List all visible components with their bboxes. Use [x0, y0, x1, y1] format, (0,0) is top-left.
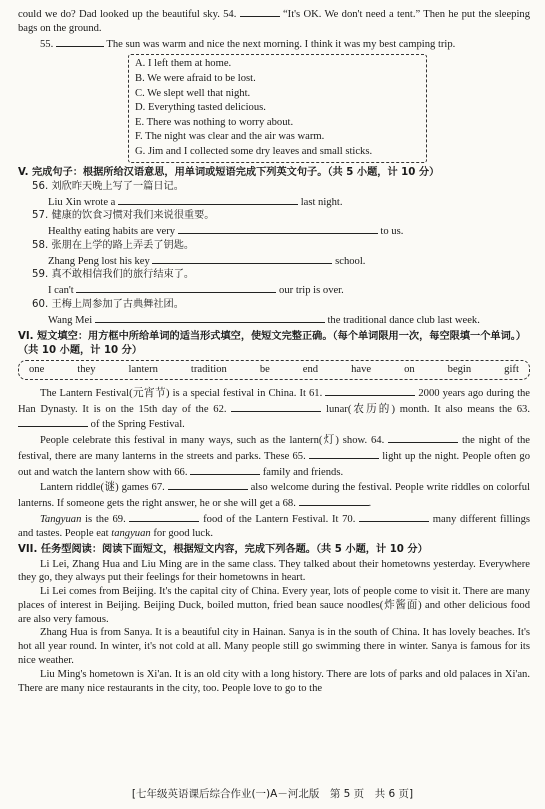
- answer-blank-60[interactable]: [95, 312, 325, 323]
- cloze-paragraph-3: Lantern riddle(谜) games 67. also welcome during the festival. People write riddles on colorful lanterns. If someone gets the right answer, he or she will get a 68. .: [18, 479, 530, 511]
- answer-blank-65[interactable]: [309, 448, 379, 459]
- section-7-title: VII. 任务型阅读：阅读下面短文，根据短文内容，完成下列各题。（共 5 小题，计 10 分）: [18, 544, 428, 556]
- word-bank-item: have: [351, 363, 372, 375]
- word-bank-item: one: [29, 363, 45, 375]
- reading-paragraph-3: Zhang Hua is from Sanya. It is a beautiful city in Hainan. Sanya is in the south of China. It has lovely beaches. It's hot all year round. In winter, it's not cold at all. Many people still go swimming there in winter. Sanya is famous for its nice weather.: [18, 627, 530, 666]
- word-bank-item: end: [302, 363, 319, 375]
- answer-blank-70[interactable]: [359, 511, 429, 522]
- word-bank-item: begin: [447, 363, 472, 375]
- cloze-paragraph-4: Tangyuan is the 69. food of the Lantern Festival. It 70. many different fillings and tastes. People eat tangyuan for good luck.: [18, 511, 530, 541]
- reading-paragraph-2: Li Lei comes from Beijing. It's the capital city of China. Every year, lots of people come to visit it. There are many places of interest in Beijing. Beijing Duck, boiled mutton, fried bean sauce noodles(炸酱面) and other delicious food are also very famous.: [18, 586, 530, 625]
- reading-paragraph-1: Li Lei, Zhang Hua and Liu Ming are in the same class. They talked about their hometowns yesterday. Everywhere they go, they always put their feelings for their hometowns in heart.: [18, 558, 530, 584]
- passage-q55: 55. The sun was warm and nice the next morning. I think it was my best camping trip.: [18, 36, 530, 52]
- passage-q54: could we do? Dad looked up the beautiful sky. 54. “It's OK. We don't need a tent.” Then he put the sleeping bags on the ground.: [18, 6, 530, 36]
- section-6-title: VI. 短文填空：用方框中所给单词的适当形式填空，使短文完整正确。（每个单词限用一次，每空限填一个单词。）（共 10 小题，计 10 分）: [18, 331, 527, 356]
- option-e: E. There was nothing to worry about.: [135, 116, 294, 128]
- q56-chinese: 56. 刘欣昨天晚上写了一篇日记。: [32, 180, 184, 192]
- word-bank-item: lantern: [128, 363, 158, 375]
- cloze-paragraph-1: The Lantern Festival(元宵节) is a special festival in China. It 61. 2000 years ago during the Han Dynasty. It is on the 15th day of the 62. lunar(农历的) month. It also means the 63. of the Spring Festival.: [18, 385, 530, 432]
- q60-chinese: 60. 王梅上周参加了古典舞社团。: [32, 298, 184, 310]
- page-footer: [七年级英语课后综合作业(一)A－河北版 第 5 页 共 6 页]: [131, 788, 414, 800]
- answer-blank-62[interactable]: [231, 401, 321, 412]
- answer-blank-66[interactable]: [190, 464, 260, 475]
- word-bank-item: be: [259, 363, 270, 375]
- answer-blank-55[interactable]: [56, 36, 104, 47]
- section-5-title: V. 完成句子：根据所给汉语意思，用单词或短语完成下列英文句子。（共 5 小题，计 10 分）: [18, 166, 440, 178]
- answer-blank-64[interactable]: [388, 432, 458, 443]
- answer-blank-67[interactable]: [168, 479, 248, 490]
- q59-chinese: 59. 真不敢相信我们的旅行结束了。: [32, 269, 195, 281]
- answer-blank-54[interactable]: [240, 6, 280, 17]
- word-bank-box: [18, 360, 530, 380]
- q56-sentence: Liu Xin wrote a last night.: [48, 194, 530, 210]
- cloze-paragraph-2: People celebrate this festival in many ways, such as the lantern(灯) show. 64. the night of the festival, there are many lanterns in the streets and parks. These 65. light up the night. People often go out and watch the lantern show with 66. family and friends.: [18, 432, 530, 479]
- options-box: [128, 54, 427, 162]
- q58-chinese: 58. 张朋在上学的路上弄丢了钥匙。: [32, 239, 195, 251]
- option-f: F. The night was clear and the air was warm.: [135, 131, 325, 143]
- exam-page: [18, 6, 530, 695]
- option-c: C. We slept well that night.: [135, 87, 251, 99]
- q59-sentence: I can't our trip is over.: [48, 282, 530, 298]
- word-bank-item: on: [404, 363, 415, 375]
- answer-blank-56[interactable]: [118, 194, 298, 205]
- option-g: G. Jim and I collected some dry leaves and small sticks.: [135, 145, 373, 157]
- q57-chinese: 57. 健康的饮食习惯对我们来说很重要。: [32, 210, 215, 222]
- word-bank-item: tradition: [190, 363, 227, 375]
- answer-blank-59[interactable]: [76, 282, 276, 293]
- option-b: B. We were afraid to be lost.: [135, 72, 256, 84]
- answer-blank-61[interactable]: [325, 385, 415, 396]
- option-a: A. I left them at home.: [135, 58, 232, 70]
- word-bank-item: they: [77, 363, 96, 375]
- q60-sentence: Wang Mei the traditional dance club last week.: [48, 312, 530, 328]
- answer-blank-57[interactable]: [178, 223, 378, 234]
- reading-paragraph-4: Liu Ming's hometown is Xi'an. It is an old city with a long history. There are lots of parks and old palaces in Xi'an. There are many nice restaurants in the city, too. People love to go to the: [18, 668, 530, 694]
- word-bank-item: gift: [504, 363, 519, 375]
- answer-blank-63[interactable]: [18, 416, 88, 427]
- q58-sentence: Zhang Peng lost his key school.: [48, 253, 530, 269]
- q57-sentence: Healthy eating habits are very to us.: [48, 223, 530, 239]
- answer-blank-68[interactable]: [299, 495, 369, 506]
- option-d: D. Everything tasted delicious.: [135, 102, 266, 114]
- answer-blank-69[interactable]: [129, 511, 199, 522]
- answer-blank-58[interactable]: [152, 253, 332, 264]
